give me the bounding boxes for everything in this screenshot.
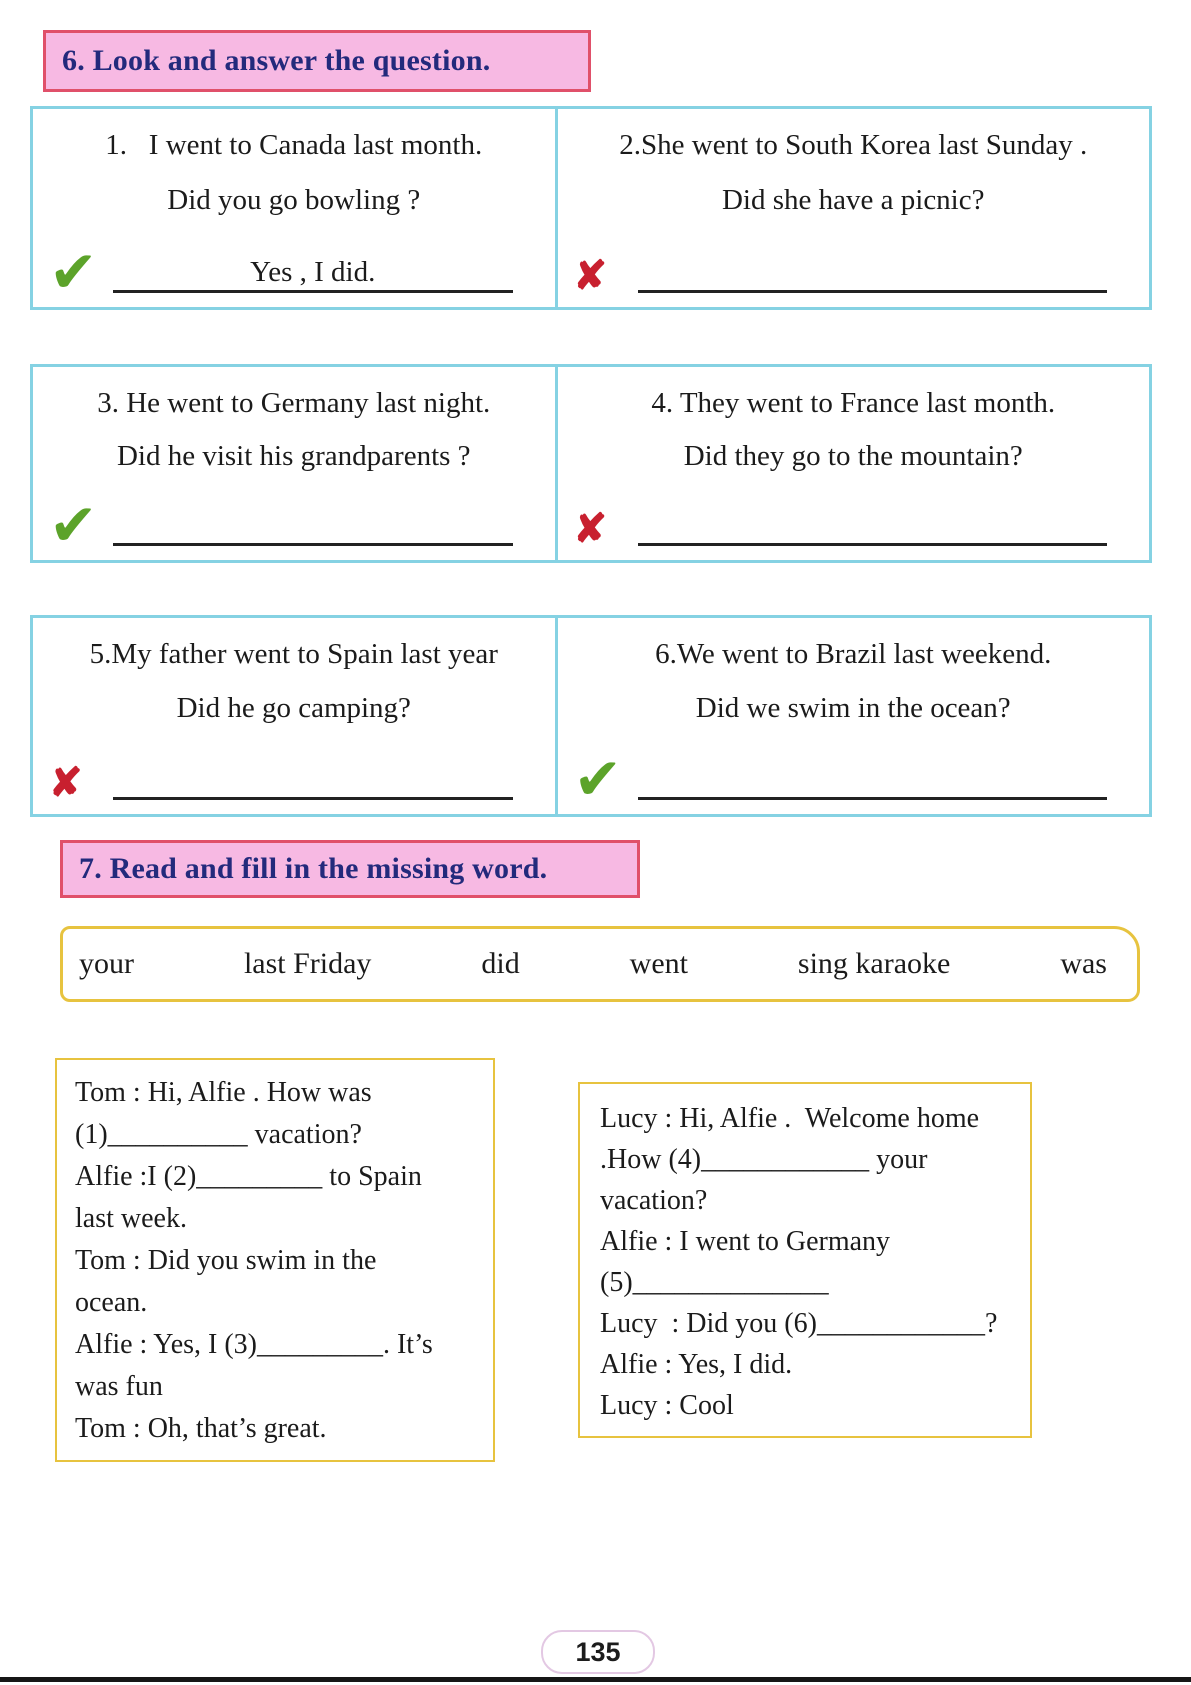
answer-line [638,289,1107,293]
dialog-line: vacation? [600,1185,708,1216]
answer-row [573,239,1107,298]
bottom-rule [0,1677,1191,1682]
question-cell-1 [33,109,558,307]
answer-line [113,542,513,546]
dialog-line: .How (4)____________ your [600,1144,928,1175]
answer-row [49,492,513,558]
page-number: 135 [575,1636,621,1667]
question-row-2 [30,364,1152,563]
question-text: Did she have a picnic? [721,184,985,216]
answer-row [49,239,513,305]
dialog-line: Alfie : Yes, I (3)_________. It’s [75,1329,433,1360]
dialog-line: Tom : Did you swim in the [75,1245,377,1276]
dialog-line: Alfie :I (2)_________ to Spain [75,1161,422,1192]
dialog-line: Alfie : Yes, I did. [600,1349,793,1380]
word-bank-item: did [481,947,520,980]
question-row-3 [30,615,1152,817]
dialog-box-lucy-alfie [578,1082,1032,1438]
question-cell-2 [558,109,1149,307]
answer-row [49,746,513,805]
dialog-line: Lucy : Cool [600,1390,734,1421]
statement-text: 2.She went to South Korea last Sunday . [619,129,1088,161]
word-bank [60,926,1140,1002]
question-cell-3 [33,367,558,560]
answer-line [113,256,513,293]
word-bank-item: was [1060,947,1107,980]
dialog-line: Tom : Hi, Alfie . How was [75,1077,372,1108]
statement-text: 6.We went to Brazil last weekend. [655,638,1052,670]
word-bank-item: your [79,947,134,980]
question-text: Did we swim in the ocean? [695,692,1011,724]
dialog-line: Tom : Oh, that’s great. [75,1413,327,1444]
check-icon: ✔ [49,240,98,305]
dialog-line: was fun [75,1371,163,1402]
section6-title: 6. Look and answer the question. [62,44,491,77]
dialog-line: ocean. [75,1287,148,1318]
dialog-line: Lucy : Did you (6)____________? [600,1308,998,1339]
statement-text: 5.My father went to Spain last year [89,638,498,670]
answer-line [113,796,513,800]
dialog-line: (1)__________ vacation? [75,1119,362,1150]
word-bank-item: went [629,947,688,980]
question-cell-4 [558,367,1149,560]
dialog-line: (5)______________ [600,1267,829,1298]
question-text: Did you go bowling ? [167,184,421,216]
dialog-line: last week. [75,1203,187,1234]
question-text: Did they go to the mountain? [683,439,1023,472]
dialog-box-tom-alfie [55,1058,495,1462]
answer-text: Yes , I did. [250,256,376,288]
question-cell-5 [33,618,558,814]
question-text: Did he visit his grandparents ? [116,439,471,472]
answer-line [638,542,1107,546]
question-cell-6 [558,618,1149,814]
check-icon: ✔ [49,493,98,558]
check-icon: ✔ [573,747,623,812]
dialog-line: Lucy : Hi, Alfie . Welcome home [600,1103,980,1134]
section7-title: 7. Read and fill in the missing word. [79,852,548,885]
word-bank-item: last Friday [243,947,372,980]
answer-line [638,796,1107,800]
statement-text: 4. They went to France last month. [651,387,1056,419]
section7-header [60,840,640,898]
cross-icon: ✘ [573,506,608,551]
dialog-line: Alfie : I went to Germany [600,1226,891,1257]
statement-text: 3. He went to Germany last night. [97,387,491,419]
statement-text: 1. I went to Canada last month. [105,129,483,161]
section6-header [43,30,591,92]
question-row-1 [30,106,1152,310]
answer-row [573,492,1107,551]
answer-row [573,746,1107,812]
cross-icon: ✘ [49,760,83,805]
word-bank-item: sing karaoke [797,947,951,980]
question-text: Did he go camping? [176,692,411,724]
cross-icon: ✘ [573,253,608,298]
page-number-badge [541,1630,655,1674]
